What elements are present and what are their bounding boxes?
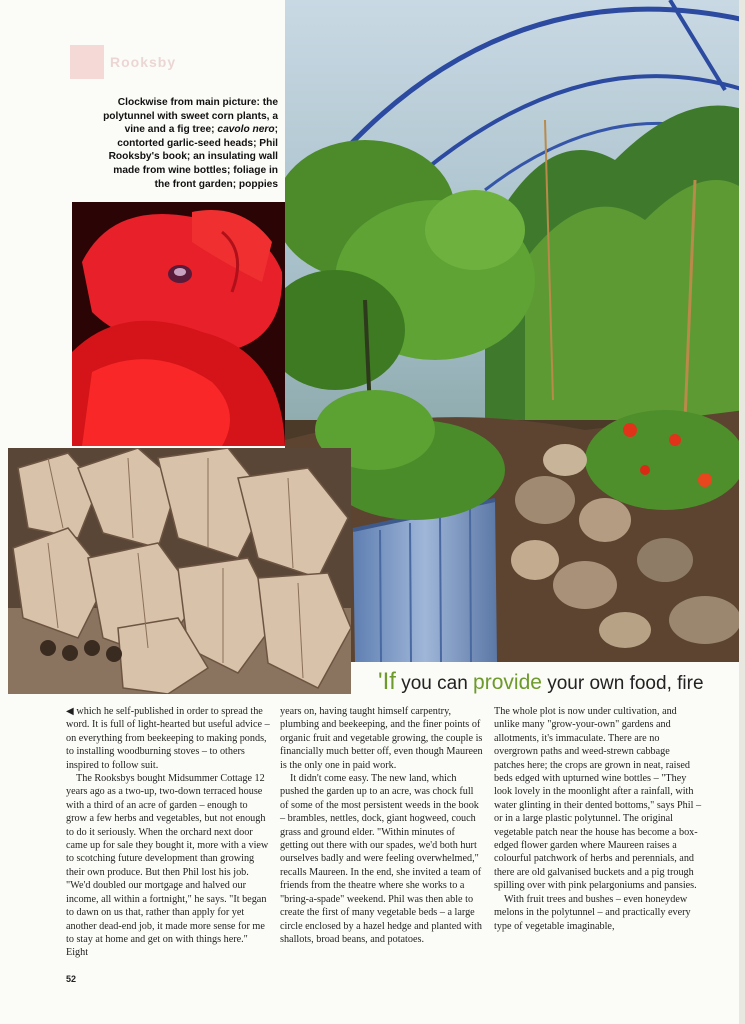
paragraph: It didn't come easy. The new land, which pushed the garden up to an acre, was chock full of some of the most persistent weeds in the book – brambles, nettles, dock, giant hogweed, couch grass and ground elder. "Within minutes of getting out there with our spades, we'd both hurt ourselves badly and were feeling overwhelmed," recalls Maureen. In the end, she invited a team of friends from the theatre where she works to a "bring-a-spade" weekend. Phil was then able to create the first of many vegetable beds – a large circle enclosed by a hazel hedge and planted with shallots, broad beans, and potatoes. xyxy=(280,773,482,945)
quote-mark: ' xyxy=(378,668,383,695)
poppy-illustration xyxy=(72,202,285,446)
page-number: 52 xyxy=(66,974,77,984)
paragraph: The whole plot is now under cultivation, and unlike many "grow-your-own" gardens and allotments, it's immaculate. There are no overgrown paths and weed-strewn cabbage patches here; the crops are grown in neat, raised beds edged with upturned wine bottles – "They look lovely in the moonlight after a rainfall, with water glinting in their dented bottoms," says Phil – or in a large plastic polytunnel. The original vegetable patch near the house has become a box-edged flower garden where Maureen raises a colourful patchwork of herbs and perennials, and there are old galvanised buckets and a pig trough spilling over with pink pelargoniums and pansies. xyxy=(494,706,702,892)
pull-quote xyxy=(378,668,745,700)
faint-logo xyxy=(70,42,190,82)
poppy-photo xyxy=(72,202,285,446)
page-edge xyxy=(739,0,745,1024)
caption-text-2: ; contorted garlic-seed heads; Phil Rooksby's book; an insulating wall made from wine bottles; foliage in the front garden; poppies xyxy=(108,124,278,190)
leaves-illustration xyxy=(8,448,351,694)
quote-segment-2: your own food, fire xyxy=(541,673,704,694)
sepia-leaves-photo xyxy=(8,448,351,694)
photo-caption xyxy=(100,96,278,191)
quote-segment-1: you can xyxy=(395,673,474,694)
polytunnel-photo xyxy=(285,0,745,662)
caption-text-1: Clockwise from main picture: the polytunnel with sweet corn plants, a vine and a fig tree; xyxy=(103,97,278,136)
polytunnel-illustration xyxy=(285,0,745,662)
article-column-3 xyxy=(494,705,702,933)
paragraph: With fruit trees and bushes – even honeydew melons in the polytunnel – and practically every type of vegetable imaginable, xyxy=(494,893,691,932)
article-column-2 xyxy=(280,705,484,946)
logo-text: Rooksby xyxy=(110,54,177,70)
caption-italic: cavolo nero xyxy=(217,124,275,136)
paragraph: years on, having taught himself carpentry, plumbing and beekeeping, and the finer points of organic fruit and vegetable growing, the couple is financially much better off, even though Maureen is the only one in paid work. xyxy=(280,706,483,771)
paragraph: The Rooksbys bought Midsummer Cottage 12 years ago as a two-up, two-down terraced house with a third of an acre of garden – enough to grow a few herbs and vegetables, but not enough to do it seriously. When the orchard next door came up for sale they bought it, more with a view to scotching future development than growing their own produce. But then Phil lost his job. "We'd doubled our mortgage and halved our income, all within a fortnight," he says. "It began to dawn on us that, rather than apply for yet another dead-end job, it made more sense for me to stay at home and get on with things here." Eight xyxy=(66,773,269,959)
quote-word-if: If xyxy=(382,668,396,695)
article-column-1 xyxy=(66,705,270,960)
quote-word-provide: provide xyxy=(473,671,542,694)
paragraph: ◀ which he self-published in order to spread the word. It is full of light-hearted but useful advice – on everything from beekeeping to making ponds, to installing woodburning stoves – to others inspired to follow suit. xyxy=(66,706,270,771)
logo-mark xyxy=(70,45,104,79)
